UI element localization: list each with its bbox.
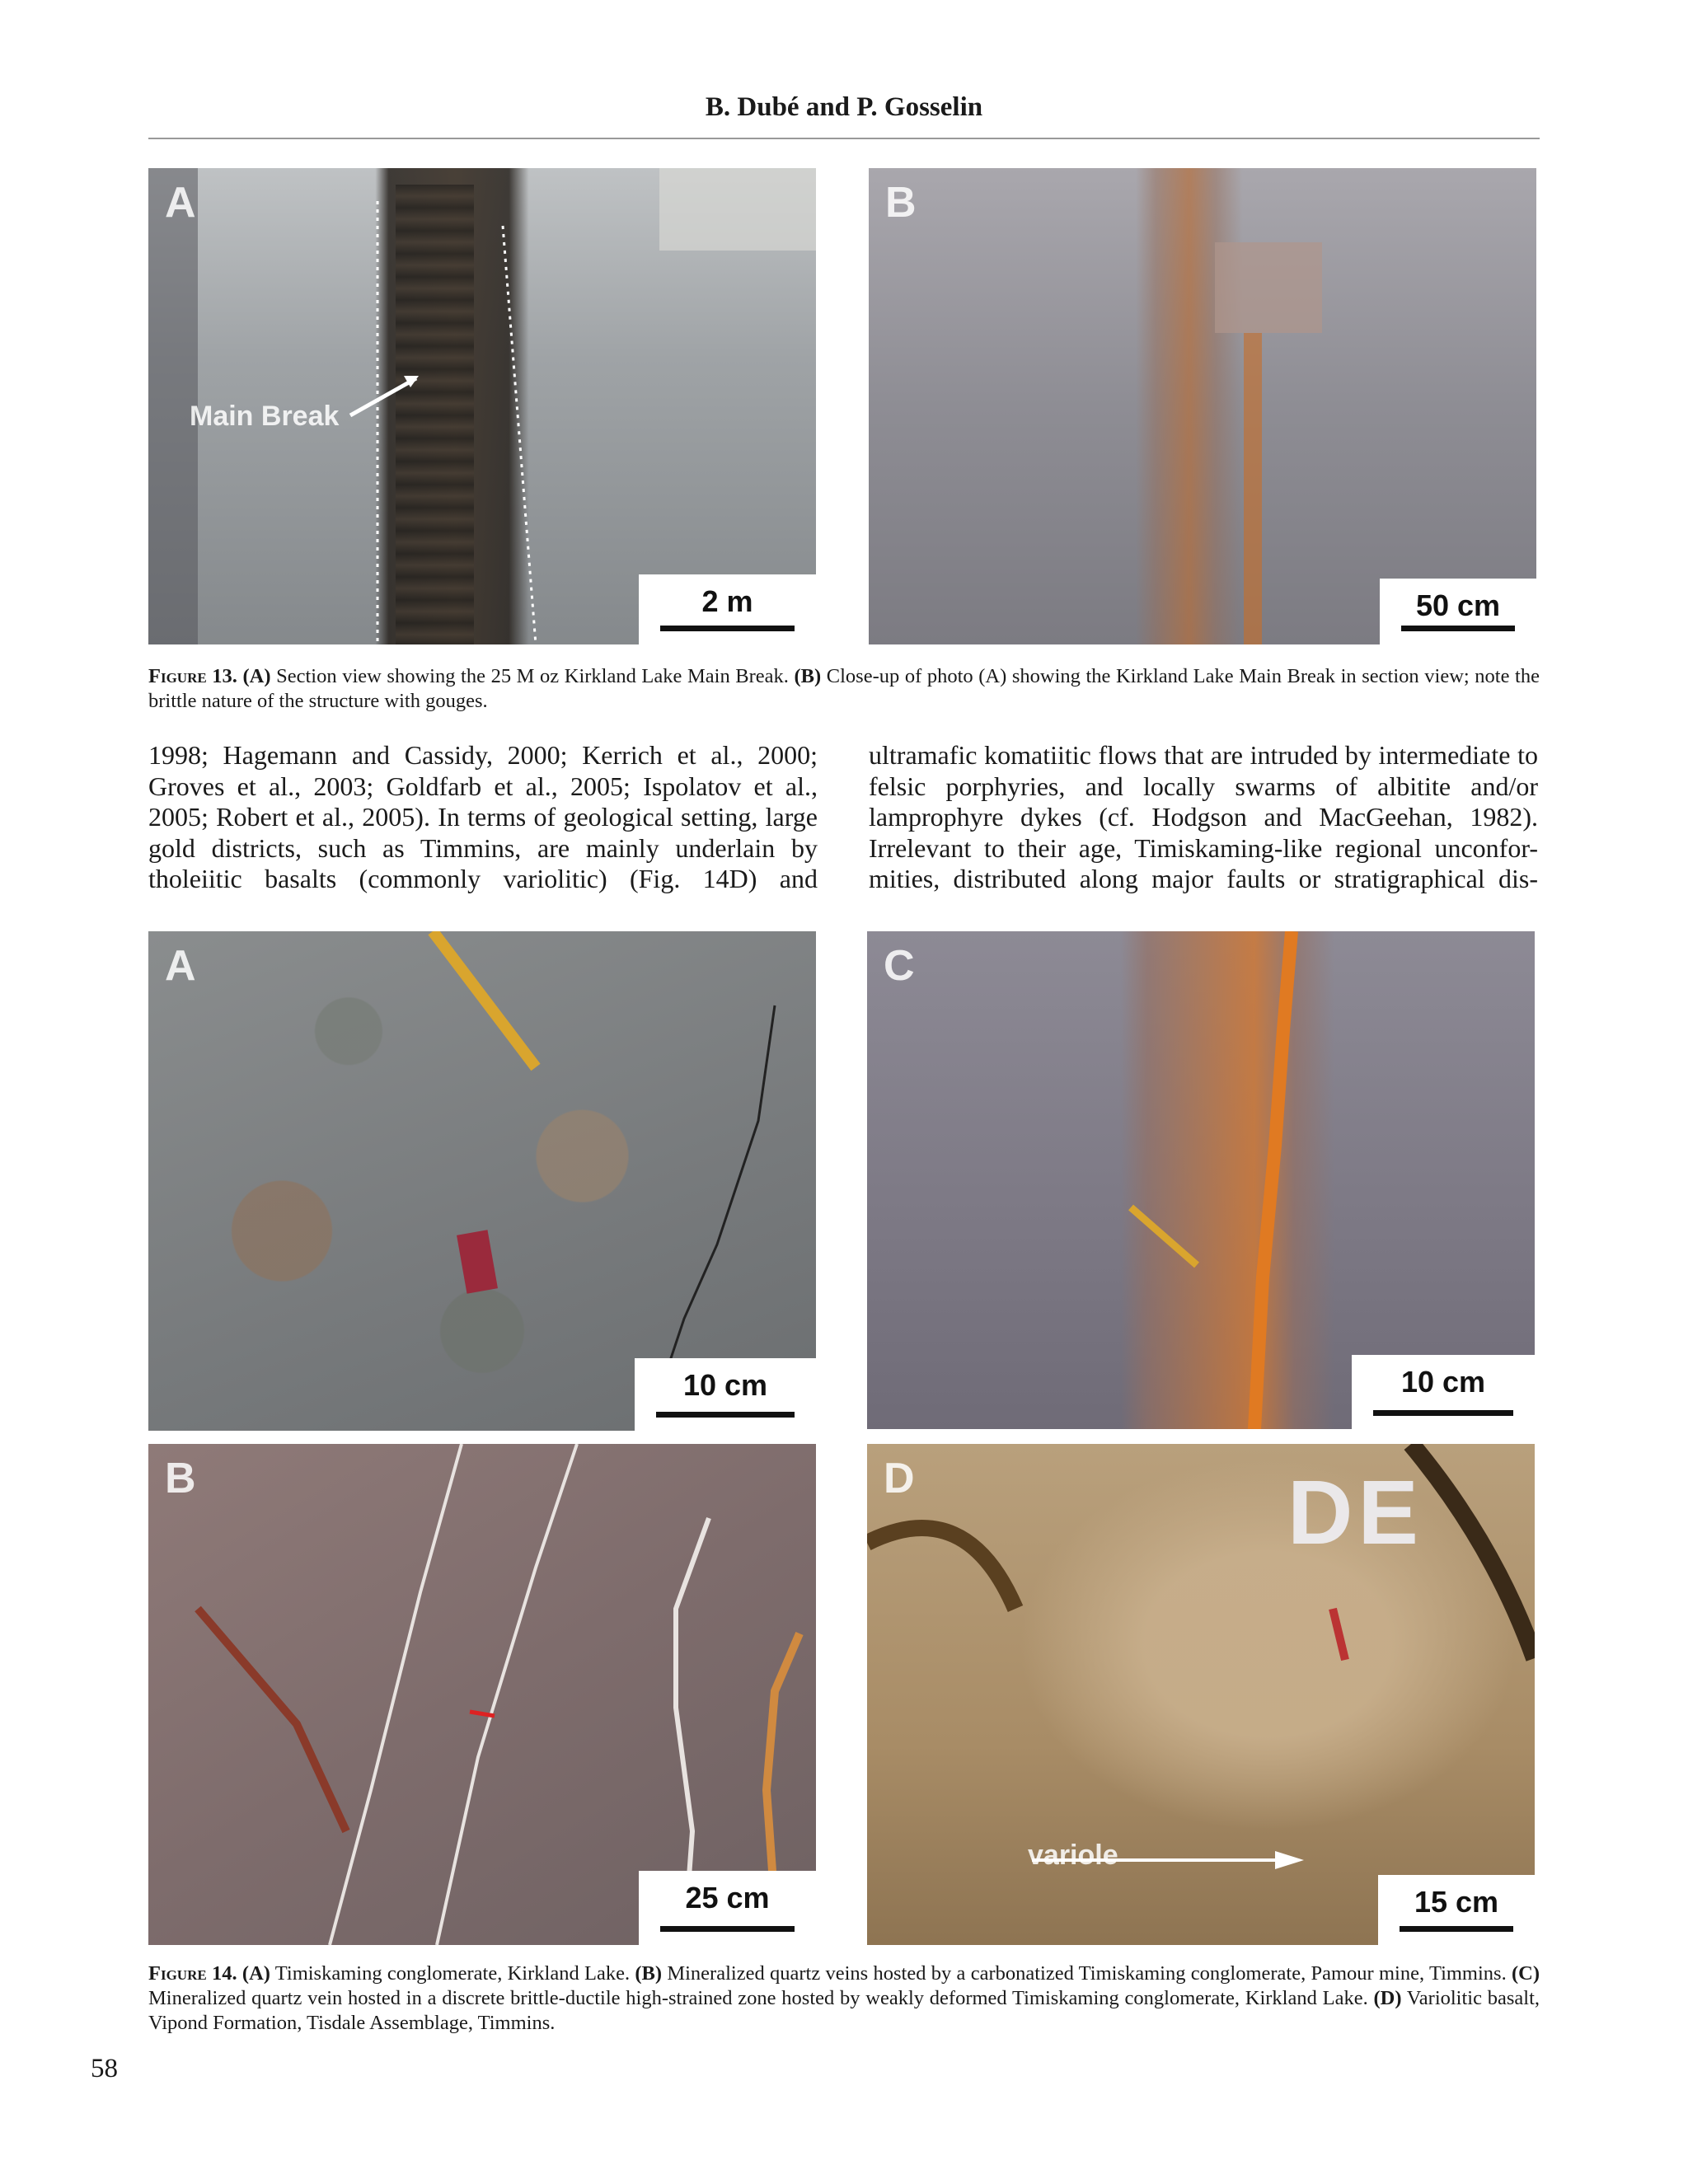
panel-letter: D bbox=[884, 1455, 915, 1502]
pencil-icon bbox=[1131, 1207, 1197, 1265]
caption-text: Mineralized quartz veins hosted by a carbonatized Timiskaming conglomerate, Pamour mine, Timmins. bbox=[662, 1962, 1512, 1985]
caption-tag: (A) bbox=[242, 665, 271, 687]
scale-bar-line bbox=[660, 1926, 795, 1932]
scale-label: 50 cm bbox=[1415, 588, 1501, 622]
caption-text: Variolitic basalt, Vipond Formation, Tisdale Assemblage, Timmins. bbox=[148, 1987, 1540, 2034]
scale-card-icon bbox=[457, 1230, 498, 1294]
variole-label: variole bbox=[1028, 1840, 1118, 1871]
quartz-vein bbox=[1254, 931, 1292, 1429]
body-text-right-column: ultramafic komatiitic flows that are intruded by intermediate to felsic porphyries, and locally swarms of albitite and/or lamprophyre dykes (cf. Hodgson and MacGeehan, 1982). Irrelevant to their age, Timiskaming-like regional unconfor-mities, distributed along major faults or stratigraphical dis- bbox=[869, 740, 1538, 893]
paint-marking: DE bbox=[1287, 1462, 1423, 1563]
scale-bar-line bbox=[656, 1412, 795, 1418]
figure14-photo-b bbox=[148, 1444, 816, 1945]
caption-text: Close-up of photo (A) showing the Kirkland Lake Main Break in section view; note the brittle nature of the structure with gouges. bbox=[148, 665, 1540, 712]
figure14-photo-d bbox=[867, 1444, 1535, 1945]
scale-bar-line bbox=[1401, 626, 1515, 631]
arrow-icon bbox=[1275, 1851, 1304, 1869]
running-header: B. Dubé and P. Gosselin bbox=[705, 92, 983, 122]
arrow-icon bbox=[350, 378, 416, 415]
scale-label: 2 m bbox=[701, 584, 753, 618]
panel-letter: B bbox=[885, 179, 917, 227]
scale-bar bbox=[635, 1358, 816, 1431]
figure14-caption bbox=[148, 1961, 1540, 2036]
scale-bar bbox=[639, 1871, 816, 1945]
caption-tag: (B) bbox=[635, 1962, 663, 1985]
pencil-icon bbox=[1333, 1609, 1345, 1660]
panel-letter: A bbox=[165, 942, 196, 990]
main-break-label: Main Break bbox=[190, 401, 340, 432]
fracture-line bbox=[651, 1005, 775, 1418]
scale-bar bbox=[1378, 1875, 1535, 1945]
scale-bar-line bbox=[1373, 1410, 1513, 1416]
pencil-overlay bbox=[148, 931, 816, 1431]
figure14-photo-a bbox=[148, 931, 816, 1431]
pencil-icon bbox=[433, 931, 536, 1067]
scale-label: 15 cm bbox=[1414, 1885, 1499, 1919]
scale-bar-line bbox=[660, 626, 795, 631]
figure14-photo-c bbox=[867, 931, 1535, 1429]
panel-letter: B bbox=[165, 1455, 196, 1502]
scale-bar bbox=[639, 574, 816, 644]
body-text-left-column: 1998; Hagemann and Cassidy, 2000; Kerrich et al., 2000; Groves et al., 2003; Goldfarb et al., 2005; Ispolatov et al., 2005; Robert et al., 2005). In terms of geological setting, large gold districts, such as Timmins, are mainly underlain by tholeiitic basalts (commonly variolitic) (Fig. 14D) and bbox=[148, 740, 818, 893]
figure13-caption bbox=[148, 664, 1540, 714]
caption-tag: (D) bbox=[1373, 1987, 1402, 2009]
caption-tag: (C) bbox=[1512, 1962, 1540, 1985]
figure13-photo-a bbox=[148, 168, 816, 644]
figure13-photo-b bbox=[869, 168, 1536, 644]
variole-overlay bbox=[867, 1444, 1535, 1945]
scale-bar bbox=[1380, 579, 1536, 644]
header-rule bbox=[148, 138, 1540, 139]
scale-label: 25 cm bbox=[685, 1881, 770, 1915]
scale-label: 10 cm bbox=[682, 1368, 768, 1402]
page-number: 58 bbox=[91, 2054, 118, 2083]
caption-text: Timiskaming conglomerate, Kirkland Lake. bbox=[270, 1962, 635, 1985]
panel-letter: C bbox=[884, 942, 915, 990]
caption-text: Section view showing the 25 M oz Kirkland Lake Main Break. bbox=[270, 665, 795, 687]
scale-bar bbox=[1352, 1355, 1535, 1429]
veins-overlay bbox=[148, 1444, 816, 1945]
panel-letter: A bbox=[165, 179, 196, 227]
scale-label: 10 cm bbox=[1400, 1365, 1486, 1399]
figure-label: Figure 13. bbox=[148, 665, 237, 687]
figure-label: Figure 14. bbox=[148, 1962, 237, 1985]
scale-bar-line bbox=[1400, 1926, 1513, 1932]
caption-tag: (A) bbox=[241, 1962, 270, 1985]
caption-tag: (B) bbox=[794, 665, 822, 687]
caption-text: Mineralized quartz vein hosted in a discrete brittle-ductile high-strained zone hosted by weakly deformed Timiskaming conglomerate, Kirkland Lake. bbox=[148, 1987, 1374, 2009]
